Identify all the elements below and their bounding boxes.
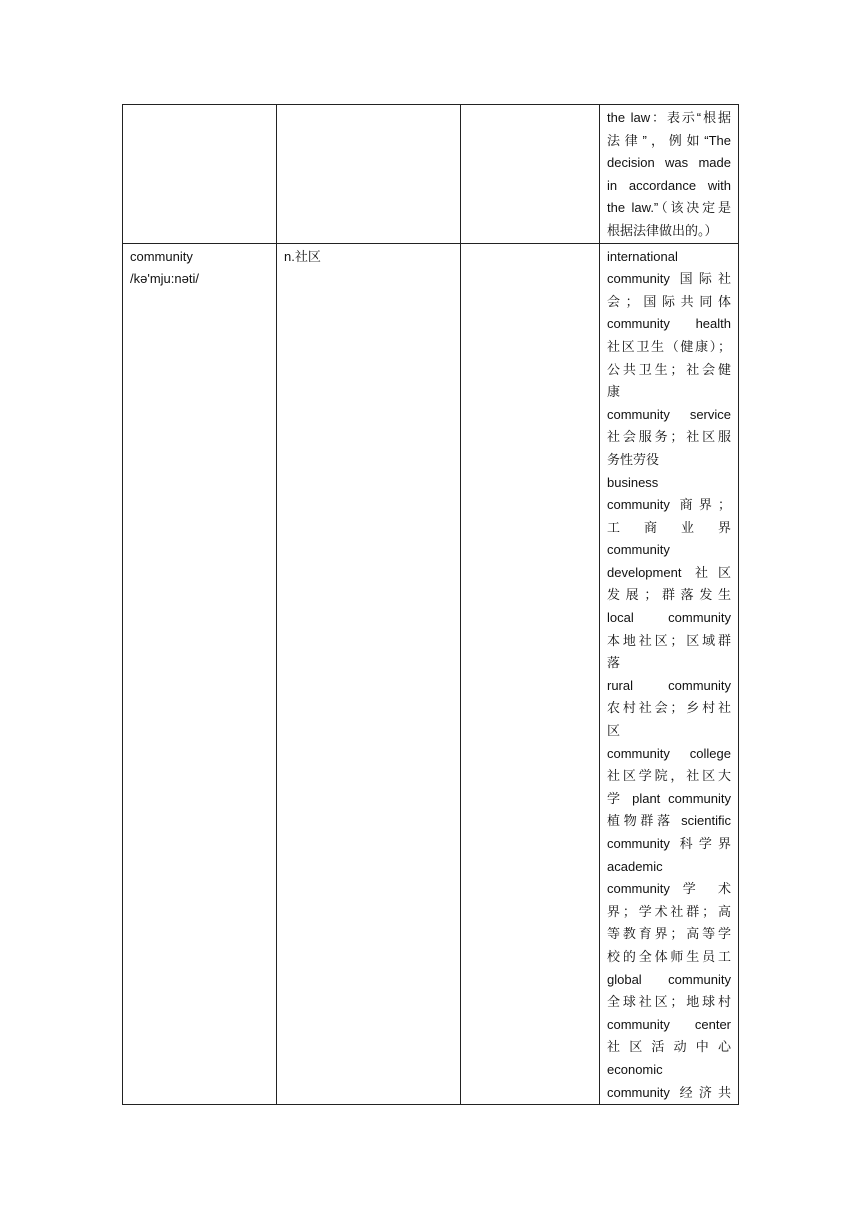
collocation-line: 校的全体师生员工 bbox=[607, 948, 731, 964]
collocation-line: the law：表示“根据 bbox=[607, 110, 731, 125]
collocation-line: community 科学界 bbox=[607, 836, 731, 851]
collocation-line: community center bbox=[607, 1016, 731, 1032]
collocation-cell bbox=[600, 243, 739, 1105]
pronunciation-text: /kə'mju:nəti/ bbox=[130, 271, 199, 287]
collocation-line: 务性劳役 bbox=[607, 451, 660, 467]
meaning-cell bbox=[277, 243, 461, 1105]
collocation-line: 植物群落 scientific bbox=[607, 813, 731, 829]
collocation-line: community 学 术 bbox=[607, 881, 731, 897]
collocation-line: 全球社区；地球村 bbox=[607, 994, 731, 1010]
blank-cell bbox=[461, 105, 600, 244]
vocabulary-table bbox=[122, 104, 739, 1105]
collocation-line: decision was made bbox=[607, 155, 731, 171]
collocation-line: local community bbox=[607, 610, 731, 626]
collocation-line: 法 律 ” ， 例 如 “The bbox=[607, 132, 731, 148]
blank-cell bbox=[461, 243, 600, 1105]
word-text: community bbox=[130, 248, 193, 264]
collocation-line: 落 bbox=[607, 655, 621, 671]
collocation-line: community bbox=[607, 542, 670, 558]
collocation-line: community college bbox=[607, 745, 731, 761]
collocation-line: 公共卫生；社会健 bbox=[607, 361, 731, 377]
collocation-line: community 商界； bbox=[607, 497, 731, 513]
word-cell bbox=[123, 243, 277, 1105]
collocation-line: international bbox=[607, 248, 678, 264]
collocation-line: rural community bbox=[607, 677, 731, 693]
collocation-line: 农村社会；乡村社 bbox=[607, 700, 731, 716]
collocation-line: 康 bbox=[607, 384, 621, 400]
meaning-text: n.社区 bbox=[284, 248, 321, 264]
collocation-line: 发 展 ； 群 落 发 生 bbox=[607, 587, 731, 603]
table-row bbox=[123, 243, 739, 1105]
collocation-line: 社区学院，社区大 bbox=[607, 768, 731, 784]
collocation-line: 工 商 业 界 bbox=[607, 519, 731, 535]
table-row bbox=[123, 105, 739, 244]
collocation-line: 区 bbox=[607, 723, 621, 739]
collocation-line: community 国际社 bbox=[607, 271, 731, 287]
collocation-line: 社会服务；社区服 bbox=[607, 429, 731, 445]
collocation-line: development 社区 bbox=[607, 564, 731, 580]
collocation-line: 界；学术社群；高 bbox=[607, 903, 731, 919]
collocation-line: community 经济共 bbox=[607, 1084, 731, 1100]
collocation-line: global community bbox=[607, 971, 731, 987]
collocation-line: in accordance with bbox=[607, 177, 731, 193]
meaning-cell bbox=[277, 105, 461, 244]
collocation-line: academic bbox=[607, 858, 663, 874]
collocation-line: 等教育界；高等学 bbox=[607, 926, 731, 942]
collocation-cell bbox=[600, 105, 739, 244]
collocation-line: 学 plant community bbox=[607, 790, 731, 806]
collocation-line: 会 ； 国 际 共 同 体 bbox=[607, 293, 731, 309]
collocation-line: 根据法律做出的。） bbox=[607, 222, 718, 238]
word-cell bbox=[123, 105, 277, 244]
collocation-line: community service bbox=[607, 406, 731, 422]
collocation-line: business bbox=[607, 474, 659, 490]
collocation-line: economic bbox=[607, 1061, 663, 1077]
collocation-line: community health bbox=[607, 316, 731, 332]
collocation-line: 本地社区；区域群 bbox=[607, 632, 731, 648]
collocation-line: 社 区 活 动 中 心 bbox=[607, 1039, 731, 1055]
collocation-line: the law.”（该决定是 bbox=[607, 200, 731, 216]
collocation-line: 社区卫生（健康）； bbox=[607, 338, 731, 354]
